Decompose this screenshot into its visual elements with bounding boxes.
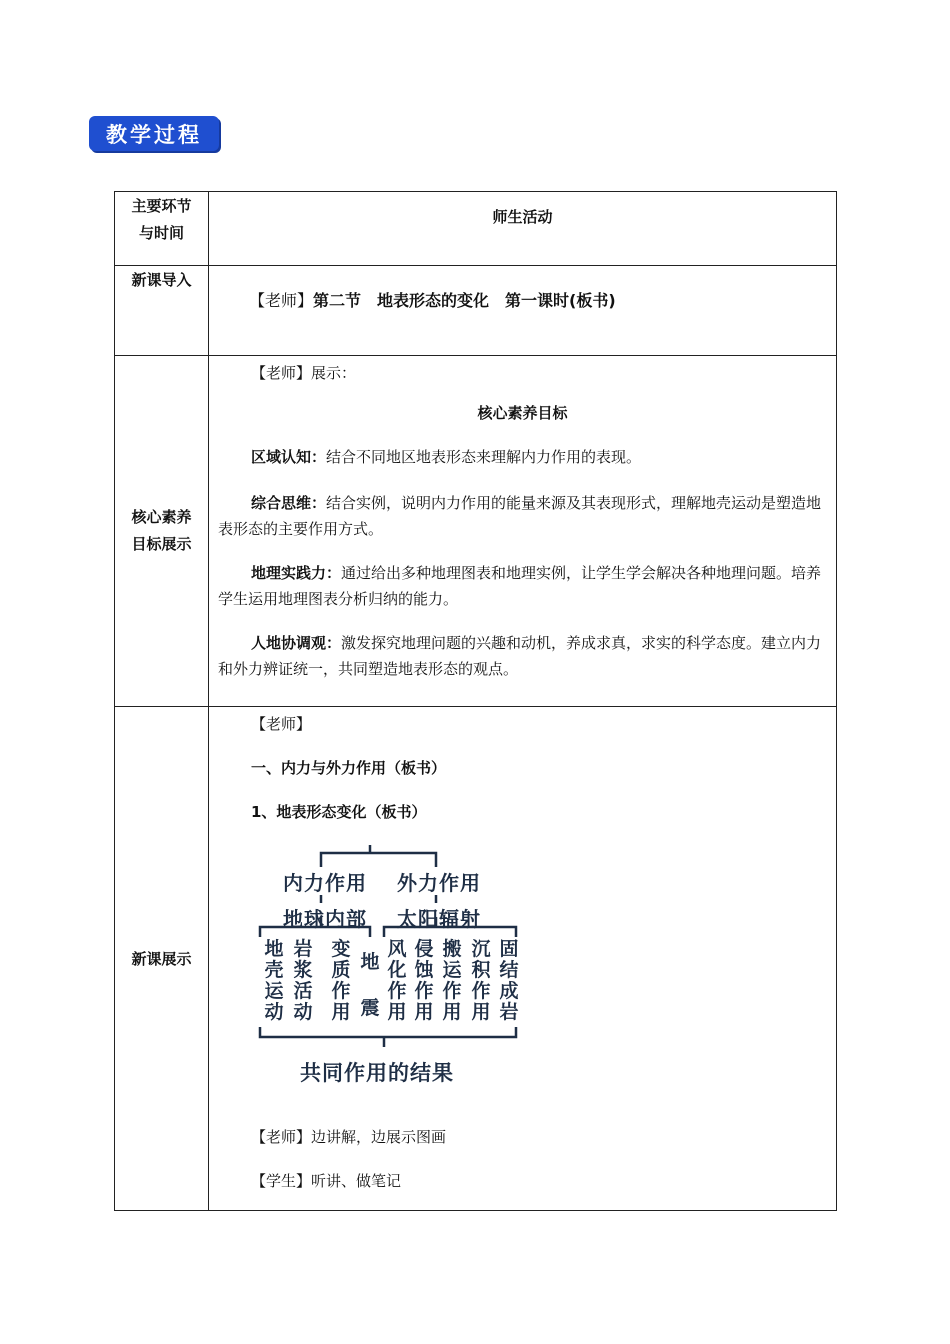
goals-teacher-text: 展示： — [311, 364, 357, 382]
goal-item-1 — [218, 444, 827, 470]
goal-item-3 — [218, 560, 827, 612]
goal-text: 结合实例，说明内力作用的能量来源及其表现形式，理解地壳运动是塑造地表形态的主要作用方式。 — [218, 494, 822, 538]
goals-title: 核心素养目标 — [477, 404, 568, 422]
goals-label-line1: 核心素养 — [131, 508, 192, 526]
outer-type: 风化作用 — [387, 938, 407, 1023]
intro-label: 新课导入 — [131, 271, 192, 289]
new-heading-2: 1、地表形态变化（板书） — [251, 803, 427, 821]
new-teacher-line: 【老师】 — [251, 715, 312, 733]
header-left-line2: 与时间 — [138, 224, 184, 242]
inner-force-label: 内力作用 — [283, 871, 367, 895]
lesson-table — [114, 191, 837, 1211]
inner-type: 岩浆活动 — [293, 938, 313, 1023]
inner-source-label: 地球内部 — [283, 907, 367, 931]
table-header-row — [115, 192, 837, 266]
section-badge: 教学过程 — [89, 116, 219, 151]
goals-row — [115, 356, 837, 707]
outer-source-label: 太阳辐射 — [397, 907, 481, 931]
inner-type-earthquake — [359, 939, 381, 1023]
new-teacher-explain — [218, 1124, 827, 1150]
goal-text: 激发探究地理问题的兴趣和动机，养成求真，求实的科学态度。建立内力和外力辨证统一，共同塑造地表形态的观点。 — [218, 634, 822, 678]
outer-force-label: 外力作用 — [397, 871, 481, 895]
student-tag: 【学生】 — [251, 1172, 312, 1190]
teacher-explain-text: 边讲解，边展示图画 — [311, 1128, 447, 1146]
diagram-result: 共同作用的结果 — [300, 1061, 454, 1085]
forces-diagram — [258, 845, 538, 1100]
outer-type: 沉积作用 — [471, 938, 491, 1023]
goal-item-4 — [218, 630, 827, 682]
goal-text: 结合不同地区地表形态来理解内力作用的表现。 — [326, 448, 642, 466]
intro-title: 第二节 地表形态的变化 第一课时(板书) — [313, 291, 616, 310]
goals-teacher-line — [218, 360, 827, 386]
header-right-cell — [209, 192, 837, 266]
outer-type: 搬运作用 — [442, 938, 462, 1023]
new-content-cell — [209, 707, 837, 1211]
inner-type: 地壳运动 — [264, 938, 284, 1023]
teacher-tag: 【老师】 — [251, 364, 312, 382]
outer-type: 固结成岩 — [499, 938, 519, 1023]
goal-term: 地理实践力： — [251, 564, 342, 582]
teacher-tag: 【老师】 — [251, 1128, 312, 1146]
goal-term: 综合思维： — [251, 494, 327, 512]
new-lesson-row — [115, 707, 837, 1211]
header-left-line1: 主要环节 — [131, 197, 192, 215]
student-text: 听讲、做笔记 — [311, 1172, 402, 1190]
new-student-line — [218, 1168, 827, 1194]
goals-content-cell — [209, 356, 837, 707]
new-label-cell — [115, 707, 209, 1211]
goal-text: 通过给出多种地理图表和地理实例，让学生学会解决各种地理问题。培养学生运用地理图表分析归纳的能力。 — [218, 564, 822, 608]
goals-label-cell — [115, 356, 209, 707]
goal-term: 人地协调观： — [251, 634, 342, 652]
intro-content-cell — [209, 266, 837, 356]
goal-term: 区域认知： — [251, 448, 327, 466]
goals-label-line2: 目标展示 — [131, 535, 192, 553]
intro-row — [115, 266, 837, 356]
intro-label-cell — [115, 266, 209, 356]
outer-type: 侵蚀作用 — [414, 938, 434, 1023]
header-right-title: 师生活动 — [492, 208, 553, 226]
inner-type: 变质作用 — [331, 938, 351, 1023]
teacher-tag: 【老师】 — [249, 291, 314, 310]
new-heading-1: 一、内力与外力作用（板书） — [251, 759, 447, 777]
header-left-cell — [115, 192, 209, 266]
earthquake-text: 地震 — [360, 951, 380, 1019]
goal-item-2 — [218, 490, 827, 542]
intro-line — [209, 266, 836, 311]
new-label: 新课展示 — [131, 950, 192, 968]
